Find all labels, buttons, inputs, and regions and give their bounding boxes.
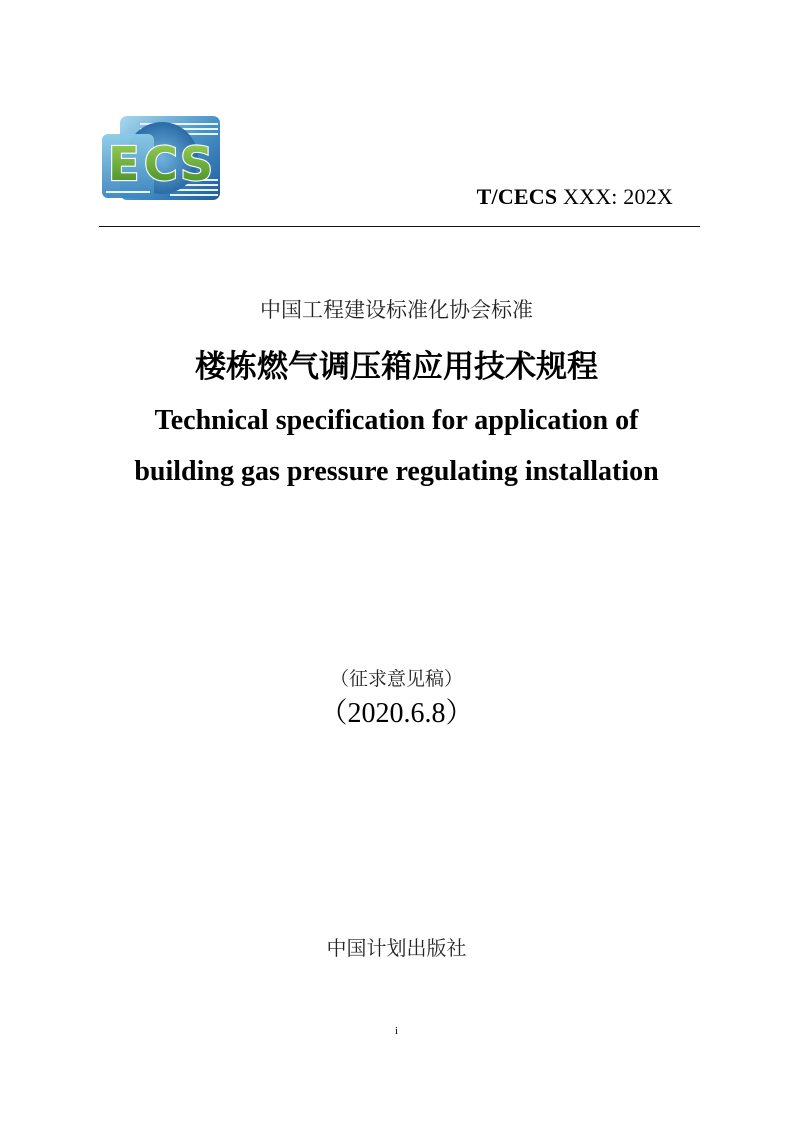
svg-text:C: C xyxy=(144,137,178,191)
chinese-title: 楼栋燃气调压箱应用技术规程 xyxy=(195,349,598,385)
svg-text:S: S xyxy=(180,137,214,191)
page-number: i xyxy=(394,1025,399,1037)
draft-status: （征求意见稿） xyxy=(329,668,463,690)
draft-date: （2020.6.8） xyxy=(319,698,474,729)
svg-text:E: E xyxy=(108,137,140,191)
publisher-name: 中国计划出版社 xyxy=(326,936,467,960)
ecs-logo-icon xyxy=(100,114,222,202)
standard-code xyxy=(477,184,673,210)
english-title-line-2: building gas pressure regulating installation xyxy=(134,456,659,487)
header-divider xyxy=(99,226,700,227)
ecs-logo xyxy=(100,114,222,202)
standard-code-suffix: XXX: 202X xyxy=(563,184,673,209)
association-name: 中国工程建设标准化协会标准 xyxy=(260,298,533,322)
english-title-line-1: Technical specification for application of xyxy=(154,405,639,436)
standard-code-prefix: T/CECS xyxy=(476,184,558,209)
